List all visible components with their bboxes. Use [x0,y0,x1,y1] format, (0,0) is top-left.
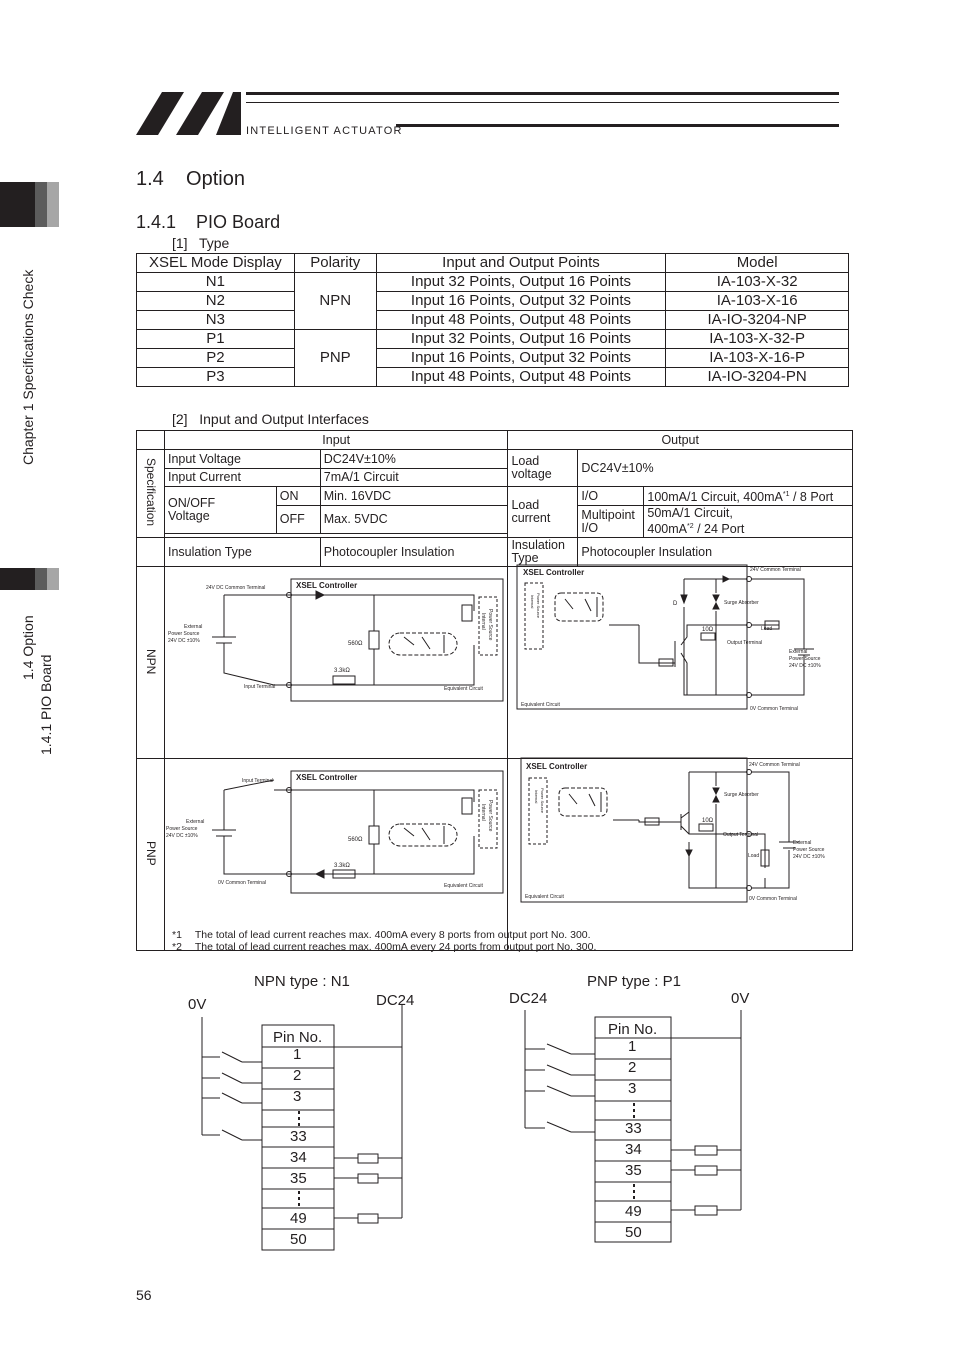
off-value: Max. 5VDC [320,506,508,534]
pnp-in-ext1: External [186,819,205,825]
pnp-in-int2: Power Source [487,800,493,832]
cell-model: IA-103-X-16 [666,292,849,311]
footnote-1 [172,929,591,941]
pnp-out-xsel: XSEL Controller [526,762,588,771]
spec-label: Specification [143,458,158,527]
io-value-sup: *1 [782,491,790,498]
npn-in-equiv: Equivalent Circuit [444,686,483,692]
section-heading: 1.4 Option [136,168,245,190]
interfaces-heading: [2] Input and Output Interfaces [172,411,369,427]
npn-out-0v: 0V Common Terminal [750,706,798,712]
cell-polarity-pnp: PNP [294,330,376,387]
side-section-label-1: 1.4 Option [20,615,36,680]
spec-label-cell [137,450,165,538]
pnp-in-ext2: Power Source [166,826,198,832]
pnp-out-load: Load [748,853,760,859]
cell-display: N2 [137,292,295,311]
table-row [137,311,849,330]
npn-label-cell [137,567,165,759]
type-table-header [137,254,849,273]
input-current-value: 7mA/1 Circuit [320,469,508,487]
npn-left-label: 0V [188,996,207,1013]
onoff-label-1: ON/OFF [167,495,216,510]
pnp-label: PNP [143,840,158,866]
insulation-label: Insulation Type [164,538,320,567]
load-current-label-2: current [511,511,551,526]
multi-label-2: I/O [581,520,599,535]
npn-ellipsis-2 [298,1191,300,1206]
io-label: I/O [578,487,644,506]
spec-cont [137,538,165,567]
pnp-right-label: 0V [731,990,750,1007]
multi-label-1: Multipoint [581,507,635,522]
npn-pin-33: 33 [290,1128,307,1145]
pnp-output-circuit [509,738,851,926]
pnp-pin-1: 1 [628,1038,637,1055]
pnp-out-ext2: Power Source [793,847,825,853]
side-tab2-mid [35,568,47,590]
npn-pin-2: 2 [293,1067,302,1084]
company-logo [136,92,244,136]
cell-points: Input 32 Points, Output 16 Points [376,273,666,292]
subsection-heading: 1.4.1 PIO Board [136,212,281,232]
pnp-pin-33: 33 [625,1120,642,1137]
cell-display: P2 [137,349,295,368]
npn-pin-diagram [180,970,440,1260]
input-voltage-value: DC24V±10% [320,450,508,469]
pnp-out-24v: 24V Common Terminal [749,762,800,768]
header-rule-bottom [396,124,839,127]
on-value: Min. 16VDC [320,487,508,506]
pnp-label-cell [137,759,165,951]
pnp-pin-35: 35 [625,1162,642,1179]
multi-value-2b: / 24 Port [693,522,745,537]
pnp-pin-49: 49 [625,1203,642,1220]
pnp-ellipsis-1 [633,1103,635,1118]
pnp-in-ext3: 24V DC ±10% [166,833,198,839]
npn-out-xsel: XSEL Controller [523,568,585,577]
npn-pin-49: 49 [290,1210,307,1227]
side-chapter-label: Chapter 1 Specifications Check [20,269,36,465]
output-header: Output [508,431,853,450]
header-model: Model [666,254,849,273]
npn-input-circuit [164,545,506,733]
cell-model: IA-103-X-16-P [666,349,849,368]
onoff-label [164,487,276,534]
npn-in-int1: Internal [480,613,486,630]
pnp-pin-header: Pin No. [608,1021,658,1038]
corner-cell [137,431,165,450]
io-value-b: / 8 Port [789,490,834,505]
load-voltage-value: DC24V±10% [578,450,853,487]
pnp-in-0v: 0V Common Terminal [218,880,266,886]
footnote-1-mark: *1 [172,929,182,941]
header-rule-thin [246,102,839,103]
table-row [137,349,849,368]
input-current-label: Input Current [164,469,320,487]
npn-in-r33k: 3.3kΩ [334,668,350,674]
table-row [137,330,849,349]
side-tab2-light [47,568,59,590]
npn-in-r560: 560Ω [348,641,363,647]
npn-output-circuit [509,545,851,733]
onoff-label-2: Voltage [167,508,210,523]
footnote-2-text: The total of lead current reaches max. 400mA every 24 ports from output port No. 300. [194,941,597,953]
footnote-1-text: The total of lead current reaches max. 400mA every 8 ports from output port No. 300. [194,929,591,941]
cell-model: IA-103-X-32 [666,273,849,292]
out-insulation-label: Insulation Type [508,538,578,567]
table-row [137,273,849,292]
pnp-in-inputterm: Input Terminal [242,778,274,784]
pnp-left-label: DC24 [509,990,548,1007]
io-value [644,487,853,506]
cell-model: IA-IO-3204-PN [666,368,849,387]
cell-model: IA-IO-3204-NP [666,311,849,330]
npn-in-common: 24V DC Common Terminal [206,585,266,591]
out-insulation-value: Photocoupler Insulation [578,538,853,567]
cell-display: P3 [137,368,295,387]
load-current-label [508,487,578,538]
pnp-pin-title: PNP type : P1 [587,973,681,990]
off-label: OFF [276,506,320,534]
pnp-out-r10: 10Ω [702,818,714,824]
pnp-pin-34: 34 [625,1141,642,1158]
npn-in-inputterm: Input Terminal [244,684,276,690]
io-value-a: 100mA/1 Circuit, 400mA [647,490,783,505]
load-voltage-label: Load voltage [508,450,578,487]
multi-value [644,506,853,538]
npn-out-ext3: 24V DC ±10% [789,663,821,669]
npn-pin-1: 1 [293,1046,302,1063]
pnp-in-xsel: XSEL Controller [296,773,358,782]
load-current-label-1: Load [511,498,540,513]
header-polarity: Polarity [294,254,376,273]
npn-out-equiv: Equivalent Circuit [521,702,560,708]
side-tab-light [47,182,59,227]
pnp-pin-3: 3 [628,1080,637,1097]
cell-points: Input 32 Points, Output 16 Points [376,330,666,349]
multi-value-2a: 400mA [647,522,687,537]
npn-out-load: Load [761,626,773,632]
npn-out-surge: Surge Absorber [724,600,759,606]
insulation-value: Photocoupler Insulation [320,538,508,567]
npn-in-ext3: 24V DC ±10% [168,638,200,644]
pnp-in-int1: Internal [480,804,486,821]
npn-pin-34: 34 [290,1149,307,1166]
header-points: Input and Output Points [376,254,666,273]
pnp-ellipsis-2 [633,1184,635,1199]
side-tab2-dark [0,568,35,590]
pnp-out-ext3: 24V DC ±10% [793,854,825,860]
npn-ellipsis-1 [298,1111,300,1126]
footnote-2 [172,941,596,953]
input-header: Input [164,431,507,450]
npn-pin-35: 35 [290,1170,307,1187]
pnp-out-outterm: Output Terminal [723,832,759,838]
npn-out-int1: Internal [530,595,535,609]
npn-out-int2: Power Source [536,593,541,619]
cell-points: Input 48 Points, Output 48 Points [376,368,666,387]
cell-display: N3 [137,311,295,330]
pnp-out-0v: 0V Common Terminal [749,896,797,902]
header-display: XSEL Mode Display [137,254,295,273]
side-section-label-2: 1.4.1 PIO Board [38,654,54,755]
table-row [137,292,849,311]
pnp-pin-2: 2 [628,1059,637,1076]
type-table [136,253,849,387]
cell-display: P1 [137,330,295,349]
pnp-in-r33k: 3.3kΩ [334,863,350,869]
npn-out-r10: 10Ω [702,627,714,633]
cell-points: Input 16 Points, Output 32 Points [376,292,666,311]
pnp-input-circuit [164,738,506,926]
table-row [137,368,849,387]
npn-pin-header: Pin No. [273,1029,323,1046]
footnote-2-mark: *2 [172,941,182,953]
npn-out-ext2: Power Source [789,656,821,662]
npn-in-xsel: XSEL Controller [296,581,358,590]
side-tab-mid [35,182,47,227]
header-rule-top [246,92,839,95]
npn-pin-3: 3 [293,1088,302,1105]
npn-pin-50: 50 [290,1231,307,1248]
cell-model: IA-103-X-32-P [666,330,849,349]
pnp-out-equiv: Equivalent Circuit [525,894,564,900]
pnp-in-r560: 560Ω [348,837,363,843]
npn-right-label: DC24 [376,992,415,1009]
npn-pin-title: NPN type : N1 [254,973,350,990]
npn-in-ext1: External [184,624,203,630]
multi-label [578,506,644,538]
npn-in-ext2: Power Source [168,631,200,637]
pnp-out-int1: Internal [534,790,539,804]
pnp-in-equiv: Equivalent Circuit [444,883,483,889]
npn-out-ext1: External [789,649,808,655]
pnp-pin-diagram [505,970,765,1260]
cell-points: Input 16 Points, Output 32 Points [376,349,666,368]
pnp-out-surge: Surge Absorber [724,792,759,798]
npn-out-24v: 24V Common Terminal [750,567,801,573]
npn-out-outterm: Output Terminal [727,640,763,646]
pnp-pin-50: 50 [625,1224,642,1241]
npn-label: NPN [143,648,158,674]
npn-out-d: D [673,601,678,607]
on-label: ON [276,487,320,506]
npn-in-int2: Power Source [487,609,493,641]
page-number: 56 [136,1287,152,1303]
pnp-out-ext1: External [793,840,812,846]
multi-value-sup: *2 [687,523,694,531]
pnp-out-int2: Power Source [540,788,545,814]
cell-points: Input 48 Points, Output 48 Points [376,311,666,330]
type-heading: [1] Type [172,235,230,251]
cell-polarity-npn: NPN [294,273,376,330]
cell-display: N1 [137,273,295,292]
brand-name: INTELLIGENT ACTUATOR [246,125,403,137]
multi-value-1: 50mA/1 Circuit, [647,506,733,521]
input-voltage-label: Input Voltage [164,450,320,469]
side-tab-dark [0,182,35,227]
